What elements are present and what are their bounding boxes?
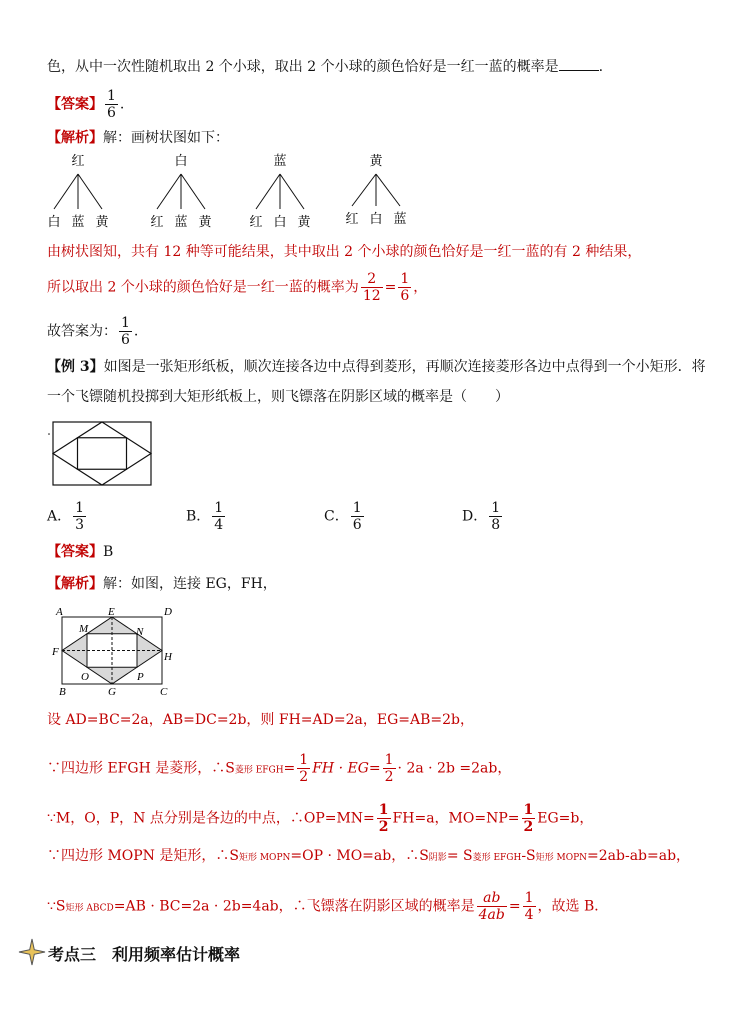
answer-label: 【答案】 (47, 544, 103, 560)
tree-leaf: 蓝 (393, 212, 407, 227)
fraction: $\frac{2}{12}$ (362, 271, 381, 304)
tree-root: 红 (71, 154, 85, 169)
tree-root: 黄 (369, 154, 383, 169)
fraction: $\frac{1}{2}$ (378, 802, 389, 835)
answer-line: 【答案】B (47, 544, 114, 560)
solution-line: ∵S矩形 ABCD=AB · BC=2a · 2b=4ab，∴飞镖落在阴影区域的概率是 $\frac{ab}{4ab}$ = $\frac{1}{4}$ ，故选 B． (47, 890, 609, 923)
label-f: F (52, 646, 59, 658)
tree-leaf: 蓝 (174, 215, 188, 230)
label-a: A (56, 606, 63, 618)
tree-root: 白 (174, 154, 188, 169)
example-line: 一个飞镖随机投掷到大矩形纸板上，则飞镖落在阴影区域的概率是（ ） (47, 389, 509, 405)
example-line: 【例 3】如图是一张矩形纸板，顺次连接各边中点得到菱形，再顺次连接菱形各边中点得到一个小矩形．将 (47, 359, 706, 375)
tree-result-line: 由树状图知，共有 12 种等可能结果，其中取出 2 个小球的颜色恰好是一红一蓝的有 2 种结果， (47, 244, 642, 260)
answer-blank (559, 56, 599, 71)
answer-label: 【答案】 (47, 96, 103, 113)
fraction: $\frac{1}{4}$ (524, 890, 534, 923)
tree-leaf: 蓝 (71, 215, 85, 230)
analysis-line: 【解析】解：画树状图如下： (47, 130, 229, 146)
final-answer-line: 故答案为： $\frac{1}{6}$ . (47, 315, 139, 348)
star-icon (18, 938, 46, 966)
option-a[interactable]: A． $\frac{1}{3}$ (47, 500, 85, 533)
tree-leaf: 白 (273, 215, 287, 230)
tree-leaf: 白 (369, 212, 383, 227)
fraction: $\frac{1}{2}$ (523, 802, 534, 835)
solution-line: 设 AD=BC=2a，AB=DC=2b，则 FH=AD=2a，EG=AB=2b， (47, 712, 474, 728)
analysis-label: 【解析】 (47, 130, 103, 146)
analysis-line: 【解析】解：如图，连接 EG，FH， (47, 576, 277, 592)
label-b: B (59, 686, 66, 698)
fraction: $\frac{1}{6}$ (400, 271, 410, 304)
tree-leaf: 黄 (198, 215, 212, 230)
label-n: N (136, 626, 144, 638)
tree-leaf: 红 (150, 215, 164, 230)
tree-leaf: 红 (345, 212, 359, 227)
geometry-figure (48, 604, 183, 699)
rectangle-figure (46, 420, 156, 488)
tree-diagram (40, 150, 440, 235)
example-label: 【例 3】 (47, 359, 104, 375)
section-title: 考点三 利用频率估计概率 (48, 945, 241, 964)
option-c[interactable]: C． $\frac{1}{6}$ (324, 500, 362, 533)
tree-leaf: 红 (249, 215, 263, 230)
fraction: $\frac{1}{6}$ (121, 315, 130, 348)
label-g: G (108, 686, 116, 698)
option-d[interactable]: D． $\frac{1}{8}$ (462, 500, 501, 533)
solution-line: ∵四边形 EFGH 是菱形，∴S菱形 EFGH= $\frac{1}{2}$ FH · EG= $\frac{1}{2}$ · 2a · 2b =2ab， (47, 752, 512, 785)
fraction: $\frac{1}{2}$ (384, 752, 394, 785)
fraction: $\frac{1}{2}$ (299, 752, 309, 785)
answer-line: 【答案】 $\frac{1}{6}$ . (47, 88, 125, 121)
fraction: $\frac{1}{6}$ (107, 88, 116, 121)
tree-leaf: 白 (47, 215, 61, 230)
tree-leaf: 黄 (297, 215, 311, 230)
label-c: C (160, 686, 168, 698)
label-o: O (81, 671, 89, 683)
tree-root: 蓝 (273, 154, 287, 169)
question-line: 色，从中一次性随机取出 2 个小球，取出 2 个小球的颜色恰好是一红一蓝的概率是 . (47, 56, 603, 76)
fraction: $\frac{ab}{4ab}$ (478, 890, 505, 923)
option-b[interactable]: B． $\frac{1}{4}$ (186, 500, 224, 533)
label-h: H (164, 651, 172, 663)
tree-leaf: 黄 (95, 215, 109, 230)
solution-line: ∵M，O，P，N 点分别是各边的中点，∴OP=MN= $\frac{1}{2}$ FH=a，MO=NP= $\frac{1}{2}$ EG=b， (47, 802, 594, 835)
probability-line: 所以取出 2 个小球的颜色恰好是一红一蓝的概率为 $\frac{2}{12}$ = $\frac{1}{6}$ ， (47, 271, 428, 304)
analysis-label: 【解析】 (47, 576, 103, 592)
solution-line: ∵四边形 MOPN 是矩形，∴S矩形 MOPN=OP · MO=ab，∴S阴影= S菱形 EFGH-S矩形 MOPN=2ab-ab=ab， (47, 848, 691, 864)
label-d: D (164, 606, 172, 618)
label-m: M (79, 623, 89, 635)
label-e: E (108, 606, 115, 618)
label-p: P (137, 671, 144, 683)
